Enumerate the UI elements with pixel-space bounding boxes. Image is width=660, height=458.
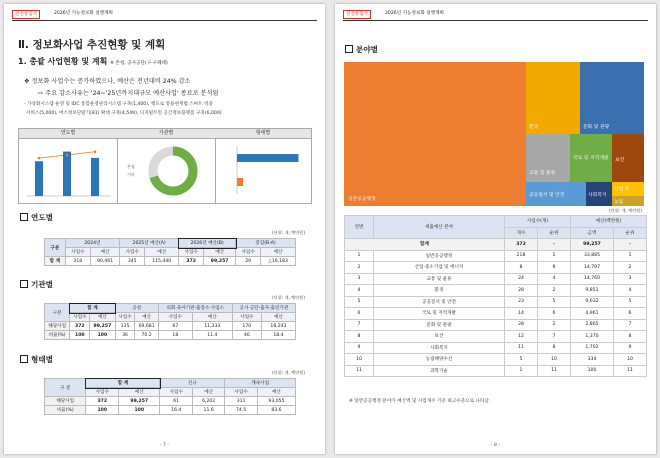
year-line-point bbox=[94, 150, 97, 153]
table-row: 해당사업 372 99,257 135 69,681 67 11,333 170 18,243 bbox=[45, 322, 296, 331]
type-chart-svg bbox=[215, 138, 311, 203]
field-treemap bbox=[344, 62, 644, 206]
donut-label-other: 기타 bbox=[127, 172, 135, 177]
agency-unit: (단위: 개, 백만원) bbox=[272, 295, 305, 300]
summary-bullet: ❖ 정보화 사업수는 증가하였으나, 예산은 전년대비 24% 감소 bbox=[24, 78, 191, 85]
field-footnote: ※ 일반공공행정 분야가 예산액 및 사업개수 기준 최고수준으로 나타남. bbox=[349, 399, 491, 404]
treemap-tile-territory: 국토 및 지역개발 bbox=[570, 134, 612, 182]
table-row: 해당사업 372 99,257 61 6,202 311 93,055 bbox=[45, 397, 296, 406]
table-row: 7 문화 및 관광 28 2 2,865 7 bbox=[345, 319, 647, 331]
page-number: - 8 - bbox=[490, 443, 501, 448]
donut-label-main: 본청 bbox=[127, 164, 135, 169]
dept-tag: 전전통합국 bbox=[12, 10, 40, 19]
treemap-tile-public-order: 공공질서 및 안전 bbox=[526, 182, 586, 206]
agency-table: 구분 합 계 공청 의회·육아기관·출장소·사업소 공사·공단·출자·출연기관 사업수 예산 사업수 예산 사업수 예산 사업수 예산 해당사업 372 99,257 135 69,681 67 11,333 170 18,243 비율(%) 100 100 36 70.2 18 11.4 46 18.4 bbox=[44, 303, 296, 340]
field-unit: (단위: 개, 백만원) bbox=[609, 208, 642, 213]
subsection-heading bbox=[18, 56, 168, 67]
year-h-2026: 2026년 예산(B) bbox=[179, 239, 236, 248]
section-heading: Ⅱ. 정보화사업 추진현황 및 계획 bbox=[18, 39, 166, 51]
year-chart bbox=[19, 129, 118, 203]
treemap-tile-industry: 산업·중 bbox=[612, 182, 644, 196]
plan-title: 2026년 지능정보화 실행계획 bbox=[385, 11, 444, 16]
agency-chart-svg bbox=[117, 138, 215, 203]
treemap-tile-env: 환경 bbox=[526, 62, 580, 134]
summary-note-2: 서비스(5,000), 버스정보단말기(81) 확대 구축(4,549), 디지털트윈 공간정보플랫폼 구축(6,000) bbox=[26, 111, 222, 116]
table-row: 비율(%) 100 100 36 70.2 18 11.4 46 18.4 bbox=[45, 331, 296, 340]
year-bar bbox=[35, 161, 43, 196]
dept-tag: 전전통합국 bbox=[343, 10, 371, 19]
page-header bbox=[343, 10, 648, 21]
field-table: 연번 세출예산 분야 사업수(개) 예산(백만원) 개수 순위 금액 순위 합계 372 - 99,257 - 1 일반공공행정 218 1 33,885 1 2 산업·중소기업 및 에너지 8 9 14,797 2 3 교통 및 물류 24 4 14,760 3 4 환경 28 2 9,851 4 5 공공질서 및 안전 23 5 9,632 5 6 국토 및 지역개발 14 6 4,961 6 7 문화 및 관광 28 2 2,865 7 8 보건 12 7 1,370 8 9 사회복지 11 8 1,702 9 10 농림해양수산 5 10 334 10 11 과학기술 1 11 100 11 bbox=[344, 215, 647, 377]
year-table: 구분 2024년 2025년 예산(A) 2026년 예산(B) 증감(B-A) 사업수 예산 사업수 예산 사업수 예산 사업수 예산 합 계 318 90,461 345 115,440 372 99,257 29 △16,183 bbox=[44, 238, 296, 266]
agency-section-title: 기관별 bbox=[20, 279, 53, 290]
year-unit: (단위: 개, 백만원) bbox=[272, 230, 305, 235]
year-chart-title: 연도별 bbox=[19, 129, 117, 139]
year-h-2025: 2025년 예산(A) bbox=[120, 239, 179, 248]
year-section-title: 연도별 bbox=[20, 212, 53, 223]
page-header bbox=[12, 10, 317, 21]
page-7 bbox=[4, 4, 325, 454]
treemap-tile-welfare: 사회복지 bbox=[586, 182, 612, 206]
year-chart-svg bbox=[19, 138, 117, 203]
table-row: 9 사회복지 11 8 1,702 9 bbox=[345, 342, 647, 354]
table-row: 1 일반공공행정 218 1 33,885 1 bbox=[345, 250, 647, 262]
year-h-2024: 2024년 bbox=[65, 239, 119, 248]
year-line-point bbox=[38, 157, 41, 160]
table-row: 11 과학기술 1 11 100 11 bbox=[345, 365, 647, 377]
subsection-title: 1. 총괄 사업현황 및 계획 bbox=[18, 57, 108, 66]
type-bar bbox=[237, 178, 243, 186]
type-unit: (단위: 개, 백만원) bbox=[272, 370, 305, 375]
treemap-tile-transport: 교통 및 물류 bbox=[526, 134, 570, 182]
summary-reason: ⇨ 주요 감소사유는 '24~'25년까지대규모 예산사업' 종료로 분석됨 bbox=[38, 90, 219, 97]
field-section-title: 분야별 bbox=[345, 44, 378, 55]
plan-title: 2026년 지능정보화 실행계획 bbox=[54, 11, 113, 16]
year-bar bbox=[63, 152, 71, 196]
table-row: 비율(%) 100 100 16.4 11.6 74.5 83.6 bbox=[45, 406, 296, 415]
table-row: 4 환경 28 2 9,851 4 bbox=[345, 285, 647, 297]
summary-note-1: - 가상화시스템 운영 및 IDC 통합운영관리시스템 구축(1,400), 행도로 통용현재범 스마트 비중 bbox=[24, 102, 213, 107]
agency-chart bbox=[117, 129, 216, 203]
table-row: 10 농림해양수산 5 10 334 10 bbox=[345, 354, 647, 366]
type-bar bbox=[237, 154, 298, 162]
year-h-diff: 증감(B-A) bbox=[236, 239, 296, 248]
year-bar bbox=[91, 158, 99, 196]
table-row: 2 산업·중소기업 및 에너지 8 9 14,797 2 bbox=[345, 262, 647, 274]
table-row: 합계 372 - 99,257 - bbox=[345, 239, 647, 251]
table-row: 5 공공질서 및 안전 23 5 9,632 5 bbox=[345, 296, 647, 308]
type-chart-title: 형태별 bbox=[215, 129, 311, 139]
year-col-group: 구분 bbox=[45, 239, 66, 257]
table-row: 6 국토 및 지역개발 14 6 4,961 6 bbox=[345, 308, 647, 320]
treemap-tile-culture: 문화 및 관광 bbox=[580, 62, 644, 134]
table-row: 8 보건 12 7 1,370 8 bbox=[345, 331, 647, 343]
page-8 bbox=[335, 4, 656, 454]
charts-panel bbox=[18, 128, 312, 204]
table-row: 3 교통 및 물류 24 4 14,760 3 bbox=[345, 273, 647, 285]
subsection-note: ※ 본청, 공사공단(구·구폐쇄) bbox=[110, 61, 168, 66]
type-table: 구 분 합 계 신규 계속사업 사업수 예산 사업수 예산 사업수 예산 해당사업 372 99,257 61 6,202 311 93,055 비율(%) 100 100 16.4 11.6 74.5 83.6 bbox=[44, 378, 296, 415]
page-number: - 7 - bbox=[159, 443, 170, 448]
treemap-tile-health: 보건 bbox=[612, 134, 644, 182]
type-chart bbox=[215, 129, 311, 203]
year-line-point bbox=[66, 154, 69, 157]
treemap-tile-agri: 농림 bbox=[612, 196, 644, 206]
treemap-tile-gov: 일반공공행정 bbox=[344, 62, 526, 206]
type-section-title: 형태별 bbox=[20, 354, 53, 365]
agency-chart-title: 기관별 bbox=[117, 129, 215, 139]
table-row: 합 계 318 90,461 345 115,440 372 99,257 29 △16,183 bbox=[45, 257, 296, 266]
